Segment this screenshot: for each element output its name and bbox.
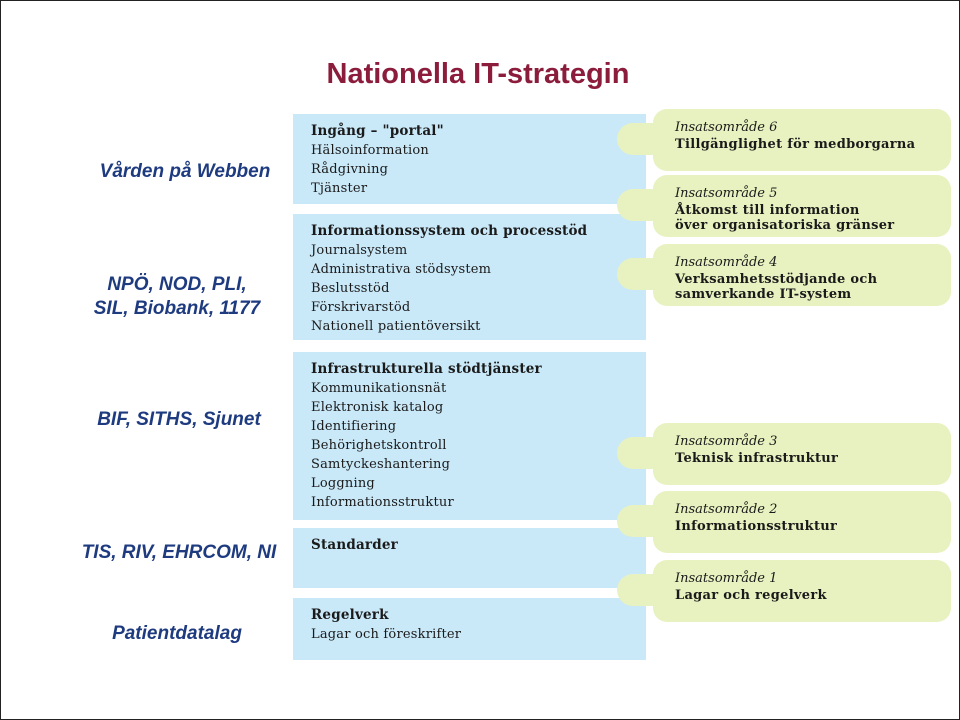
block-standarder [293, 528, 646, 588]
area-name: över organisatoriska gränser [675, 218, 895, 233]
block-item: Identifiering [311, 419, 397, 434]
label-bif-siths-sjunet: BIF, SITHS, Sjunet [97, 409, 261, 430]
area-name: Lagar och regelverk [675, 588, 827, 603]
area-number: Insatsområde 5 [675, 186, 778, 201]
block-item: Behörighetskontroll [311, 438, 447, 453]
block-item: Rådgivning [311, 162, 389, 177]
label-npo-line1: NPÖ, NOD, PLI, [107, 274, 247, 295]
area-name: Verksamhetsstödjande och [675, 272, 878, 287]
area-name: Teknisk infrastruktur [675, 451, 839, 466]
area-name: Informationsstruktur [675, 519, 838, 534]
block-heading: Standarder [311, 537, 398, 553]
area-number: Insatsområde 2 [675, 502, 778, 517]
label-vården-på-webben: Vården på Webben [99, 161, 271, 182]
block-ingang-portal [293, 114, 646, 204]
block-item: Hälsoinformation [311, 143, 429, 158]
block-item: Lagar och föreskrifter [311, 627, 462, 642]
area-tab [617, 574, 665, 606]
block-item: Kommunikationsnät [311, 381, 447, 396]
block-item: Nationell patientöversikt [311, 319, 481, 334]
block-regelverk [293, 598, 646, 660]
block-item: Samtyckeshantering [311, 457, 451, 472]
block-item: Elektronisk katalog [311, 400, 444, 415]
block-item: Administrativa stödsystem [311, 262, 492, 277]
label-patientdatalag: Patientdatalag [112, 623, 242, 644]
area-tab [617, 437, 665, 469]
area-number: Insatsområde 4 [675, 255, 778, 270]
area-insatsomrade-2 [653, 491, 951, 553]
block-heading: Informationssystem och processtöd [311, 223, 588, 239]
area-number: Insatsområde 6 [675, 120, 778, 135]
block-item: Beslutsstöd [311, 281, 390, 296]
block-item: Loggning [311, 476, 375, 491]
area-name: samverkande IT-system [675, 287, 852, 302]
block-item: Förskrivarstöd [311, 300, 411, 315]
label-tis-riv-ehrcom: TIS, RIV, EHRCOM, NI [81, 542, 277, 563]
label-npo-group [70, 273, 284, 321]
block-heading: Regelverk [311, 607, 389, 623]
area-tab [617, 189, 665, 221]
area-tab [617, 258, 665, 290]
area-insatsomrade-1 [653, 560, 951, 622]
area-insatsomrade-4 [653, 244, 951, 306]
block-item: Tjänster [311, 181, 368, 196]
area-tab [617, 123, 665, 155]
area-name: Åtkomst till information [675, 203, 860, 218]
block-item: Informationsstruktur [311, 495, 454, 510]
area-insatsomrade-3 [653, 423, 951, 485]
area-number: Insatsområde 3 [675, 434, 778, 449]
block-infrastrukturella [293, 352, 646, 520]
block-heading: Infrastrukturella stödtjänster [311, 361, 542, 377]
slide-title: Nationella IT-strategin [326, 58, 630, 90]
label-npo-line2: SIL, Biobank, 1177 [93, 298, 261, 319]
block-heading: Ingång – "portal" [311, 123, 444, 139]
area-insatsomrade-5 [653, 175, 951, 237]
block-item: Journalsystem [311, 243, 408, 258]
area-name: Tillgänglighet för medborgarna [675, 137, 916, 152]
area-number: Insatsområde 1 [675, 571, 778, 586]
area-insatsomrade-6 [653, 109, 951, 171]
area-tab [617, 505, 665, 537]
block-informationssystem [293, 214, 646, 340]
